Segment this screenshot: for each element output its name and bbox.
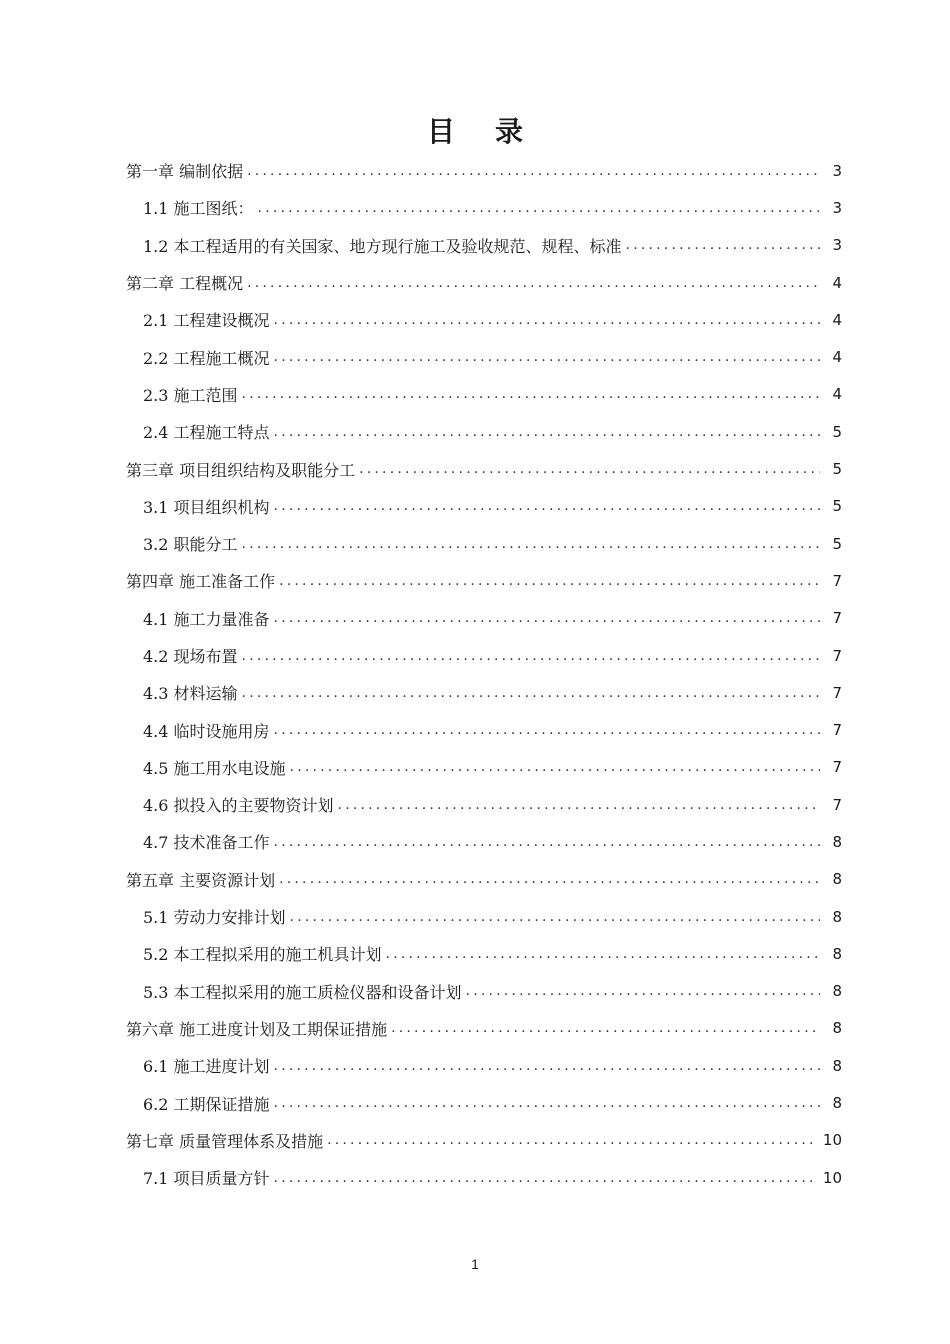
toc-dot-leader bbox=[386, 944, 820, 964]
toc-dot-leader bbox=[279, 571, 820, 591]
toc-section-entry[interactable] bbox=[126, 674, 842, 711]
toc-section-entry[interactable] bbox=[126, 413, 842, 450]
toc-section-entry[interactable] bbox=[126, 301, 842, 338]
toc-entry-page-number: 5 bbox=[832, 422, 842, 441]
toc-entry-page-number: 7 bbox=[832, 646, 842, 665]
toc-entry-page-number: 7 bbox=[832, 795, 842, 814]
toc-entry-title: 1.2 本工程适用的有关国家、地方现行施工及验收规范、规程、标准 bbox=[143, 236, 622, 256]
toc-section-entry[interactable] bbox=[126, 1047, 842, 1084]
toc-section-entry[interactable] bbox=[126, 973, 842, 1010]
toc-section-entry[interactable] bbox=[126, 711, 842, 748]
toc-dot-leader bbox=[274, 1093, 820, 1113]
toc-entry-title: 第三章 项目组织结构及职能分工 bbox=[126, 460, 356, 480]
toc-dot-leader bbox=[274, 496, 820, 516]
toc-dot-leader bbox=[327, 1130, 817, 1150]
toc-section-entry[interactable] bbox=[126, 1084, 842, 1121]
toc-dot-leader bbox=[242, 534, 820, 554]
toc-entry-title: 5.2 本工程拟采用的施工机具计划 bbox=[143, 945, 382, 965]
toc-chapter-entry[interactable] bbox=[126, 861, 842, 898]
toc-entry-title: 2.1 工程建设概况 bbox=[143, 311, 270, 331]
toc-entry-page-number: 4 bbox=[832, 385, 842, 404]
toc-chapter-entry[interactable] bbox=[126, 450, 842, 487]
toc-dot-leader bbox=[274, 832, 820, 852]
toc-section-entry[interactable] bbox=[126, 488, 842, 525]
toc-entry-title: 第二章 工程概况 bbox=[126, 274, 244, 294]
toc-chapter-entry[interactable] bbox=[126, 152, 842, 189]
toc-entry-page-number: 3 bbox=[832, 198, 842, 217]
toc-entry-page-number: 7 bbox=[832, 758, 842, 777]
toc-entry-title: 5.3 本工程拟采用的施工质检仪器和设备计划 bbox=[143, 982, 462, 1002]
toc-entry-page-number: 7 bbox=[832, 609, 842, 628]
toc-entry-page-number: 7 bbox=[832, 683, 842, 702]
toc-entry-page-number: 3 bbox=[832, 236, 842, 255]
toc-entry-page-number: 7 bbox=[832, 721, 842, 740]
toc-entry-title: 3.1 项目组织机构 bbox=[143, 497, 270, 517]
toc-chapter-entry[interactable] bbox=[126, 264, 842, 301]
toc-dot-leader bbox=[274, 1168, 817, 1188]
page-title: 目录 bbox=[426, 115, 563, 148]
toc-section-entry[interactable] bbox=[126, 189, 842, 226]
toc-entry-title: 2.4 工程施工特点 bbox=[143, 423, 270, 443]
toc-entry-title: 4.6 拟投入的主要物资计划 bbox=[143, 796, 334, 816]
toc-entry-page-number: 10 bbox=[822, 1168, 842, 1187]
toc-entry-page-number: 5 bbox=[832, 534, 842, 553]
toc-entry-page-number: 8 bbox=[832, 907, 842, 926]
toc-entry-page-number: 8 bbox=[832, 1019, 842, 1038]
toc-dot-leader bbox=[391, 1018, 820, 1038]
toc-dot-leader bbox=[279, 869, 820, 889]
toc-section-entry[interactable] bbox=[126, 376, 842, 413]
toc-dot-leader bbox=[338, 795, 820, 815]
toc-dot-leader bbox=[274, 608, 820, 628]
toc-chapter-entry[interactable] bbox=[126, 562, 842, 599]
toc-entry-title: 4.4 临时设施用房 bbox=[143, 721, 270, 741]
toc-dot-leader bbox=[247, 161, 820, 181]
toc-entry-page-number: 8 bbox=[832, 944, 842, 963]
toc-entry-title: 1.1 施工图纸： bbox=[143, 199, 254, 219]
toc-dot-leader bbox=[242, 683, 820, 703]
toc-dot-leader bbox=[274, 422, 820, 442]
toc-entry-page-number: 4 bbox=[832, 348, 842, 367]
toc-entry-page-number: 4 bbox=[832, 273, 842, 292]
toc-entry-title: 6.1 施工进度计划 bbox=[143, 1057, 270, 1077]
toc-dot-leader bbox=[258, 198, 820, 218]
toc-entry-page-number: 5 bbox=[832, 497, 842, 516]
toc-dot-leader bbox=[274, 720, 820, 740]
table-of-contents bbox=[126, 152, 842, 1196]
toc-dot-leader bbox=[242, 384, 820, 404]
toc-section-entry[interactable] bbox=[126, 935, 842, 972]
toc-entry-title: 4.1 施工力量准备 bbox=[143, 609, 270, 629]
toc-entry-title: 第七章 质量管理体系及措施 bbox=[126, 1131, 324, 1151]
toc-entry-title: 4.2 现场布置 bbox=[143, 647, 238, 666]
toc-entry-page-number: 10 bbox=[822, 1131, 842, 1150]
toc-entry-title: 3.2 职能分工 bbox=[143, 535, 238, 555]
toc-entry-page-number: 4 bbox=[832, 310, 842, 329]
toc-section-entry[interactable] bbox=[126, 786, 842, 823]
toc-section-entry[interactable] bbox=[126, 1159, 842, 1196]
toc-entry-title: 7.1 项目质量方针 bbox=[143, 1169, 270, 1189]
toc-entry-title: 第五章 主要资源计划 bbox=[126, 870, 276, 890]
toc-dot-leader bbox=[290, 907, 820, 927]
toc-entry-title: 4.7 技术准备工作 bbox=[143, 833, 270, 853]
toc-chapter-entry[interactable] bbox=[126, 1010, 842, 1047]
toc-entry-page-number: 8 bbox=[832, 1094, 842, 1113]
page-number: 1 bbox=[471, 1256, 479, 1272]
toc-entry-page-number: 8 bbox=[832, 1056, 842, 1075]
toc-dot-leader bbox=[247, 273, 820, 293]
toc-entry-title: 4.5 施工用水电设施 bbox=[143, 758, 286, 778]
toc-section-entry[interactable] bbox=[126, 525, 842, 562]
toc-section-entry[interactable] bbox=[126, 823, 842, 860]
toc-entry-page-number: 8 bbox=[832, 982, 842, 1001]
toc-dot-leader bbox=[626, 235, 820, 255]
toc-dot-leader bbox=[290, 757, 820, 777]
toc-entry-page-number: 7 bbox=[832, 571, 842, 590]
toc-section-entry[interactable] bbox=[126, 227, 842, 264]
toc-entry-title: 5.1 劳动力安排计划 bbox=[143, 908, 286, 928]
toc-entry-page-number: 8 bbox=[832, 870, 842, 889]
toc-section-entry[interactable] bbox=[126, 637, 842, 674]
toc-section-entry[interactable] bbox=[126, 600, 842, 637]
toc-entry-title: 6.2 工期保证措施 bbox=[143, 1094, 270, 1114]
toc-entry-title: 第一章 编制依据 bbox=[126, 162, 244, 182]
toc-dot-leader bbox=[274, 310, 820, 330]
toc-entry-page-number: 3 bbox=[832, 161, 842, 180]
toc-dot-leader bbox=[242, 646, 820, 666]
toc-entry-title: 第六章 施工进度计划及工期保证措施 bbox=[126, 1019, 388, 1039]
toc-entry-page-number: 8 bbox=[832, 832, 842, 851]
toc-entry-title: 4.3 材料运输 bbox=[143, 684, 238, 704]
toc-entry-title: 2.3 施工范围 bbox=[143, 385, 238, 405]
toc-entry-title: 2.2 工程施工概况 bbox=[143, 348, 270, 368]
toc-section-entry[interactable] bbox=[126, 749, 842, 786]
toc-dot-leader bbox=[274, 1056, 820, 1076]
toc-entry-page-number: 5 bbox=[832, 460, 842, 479]
toc-dot-leader bbox=[359, 459, 820, 479]
toc-chapter-entry[interactable] bbox=[126, 1122, 842, 1159]
toc-dot-leader bbox=[274, 347, 820, 367]
toc-section-entry[interactable] bbox=[126, 898, 842, 935]
toc-entry-title: 第四章 施工准备工作 bbox=[126, 572, 276, 592]
toc-section-entry[interactable] bbox=[126, 338, 842, 375]
toc-dot-leader bbox=[466, 981, 820, 1001]
